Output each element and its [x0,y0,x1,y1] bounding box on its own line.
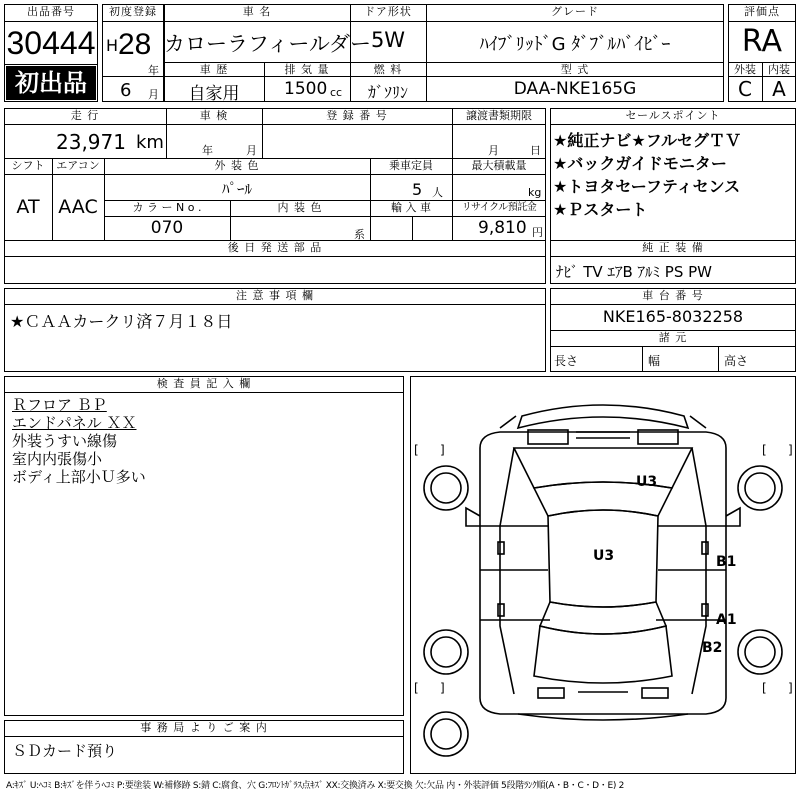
interior-color-label: 内 装 色 [277,201,323,214]
inspector-line: 外装うすい線傷 [12,432,118,450]
bracket-open: [ [414,443,419,457]
displacement: 1500 [284,79,328,99]
inspection-label: 車 検 [199,109,229,122]
sales-point-item: ★トヨタセーフティセンス [553,177,741,196]
aircon: AAC [58,196,98,218]
sales-points-label: セールスポイント [625,109,721,122]
max-load-label: 最大積載量 [471,159,527,172]
bracket-open: [ [414,681,419,695]
aircon-label: エアコン [56,159,100,172]
mileage: 23,971 [56,130,126,154]
rating-value: RA [741,24,783,59]
notes-value: ★ＣＡＡカークリ済７月１８日 [10,312,233,331]
fuel: ｶﾞｿﾘﾝ [367,83,408,102]
chassis-number: NKE165-8032258 [602,307,744,326]
registration-number-label: 登 録 番 号 [326,109,388,122]
sales-point-item: ★バックガイドモニター [553,154,727,173]
mileage-unit: km [136,132,164,153]
history: 自家用 [188,84,240,104]
dimensions-label: 諸 元 [658,331,688,344]
interior-grade: A [772,77,786,101]
capacity: 5 [412,180,423,199]
car-name: カローラフィールダー [164,32,372,56]
office-label: 事 務 局 よ り ご 案 内 [140,721,268,734]
inspector-label: 検 査 員 記 入 欄 [156,377,252,390]
car-name-label: 車 名 [242,5,272,18]
lot-number: 30444 [6,25,96,61]
inspector-line: ボディ上部小Ｕ多い [12,468,146,486]
interior-color-suffix: 系 [354,228,365,241]
grade: ﾊｲﾌﾞﾘｯﾄﾞG ﾀﾞﾌﾞﾙﾊﾞｲﾋﾞｰ [479,34,671,55]
damage-mark: B1 [716,554,737,570]
era: H [106,36,119,55]
shift-label: シフト [11,159,45,172]
transfer-deadline-label: 譲渡書類期限 [466,109,532,122]
width-label: 幅 [648,354,661,368]
first-registration-label: 初度登録 [109,5,157,18]
chassis-label: 車 台 番 号 [642,289,704,302]
bracket-close: ] [440,443,445,457]
registration-year: 28 [118,28,152,61]
inspector-line: Ｒフロア ＢＰ [12,396,107,414]
sales-point-item: ★純正ナビ★フルセグＴＶ [553,131,742,150]
bracket-close: ] [788,443,793,457]
transfer-day-unit: 日 [530,144,541,157]
fuel-label: 燃 料 [373,63,403,76]
displacement-unit: cc [330,86,343,99]
damage-mark: U3 [636,474,658,490]
color-number: 070 [150,218,184,238]
bracket-open: [ [762,443,767,457]
color-number-label: カ ラ ー N o . [132,201,202,214]
lot-number-label: 出品番号 [27,5,75,18]
exterior-grade: C [738,77,752,101]
exterior-color-label: 外 装 色 [214,159,260,172]
inspector-line: エンドパネル ＸＸ [12,414,137,432]
notes-label: 注 意 事 項 欄 [236,289,314,302]
car-diagram [410,376,796,774]
bracket-close: ] [440,681,445,695]
recycle-fee: 9,810 [478,218,527,238]
capacity-label: 乗車定員 [389,159,433,172]
length-label: 長さ [554,354,579,368]
shift: AT [16,196,40,218]
damage-mark: U3 [593,548,615,564]
door-label: ドア形状 [364,5,412,18]
max-load-unit: kg [528,186,542,199]
mileage-label: 走 行 [70,109,100,122]
inspector-line: 室内内張傷小 [12,450,103,468]
recycle-fee-unit: 円 [532,226,543,239]
history-label: 車 歴 [199,63,229,76]
displacement-label: 排 気 量 [284,63,330,76]
office-value: ＳＤカード預り [12,742,118,760]
capacity-unit: 人 [432,186,443,199]
damage-mark: B2 [702,640,723,656]
month-unit: 月 [148,88,159,101]
rating-label: 評価点 [744,5,780,18]
bracket-close: ] [788,681,793,695]
equipment-label: 純 正 装 備 [642,241,704,254]
exterior-color: ﾊﾟｰﾙ [221,180,252,198]
legend: A:ｷｽﾞ U:ﾍｺﾐ B:ｷｽﾞを伴うﾍｺﾐ P:要塗装 W:補修跡 S:錆 C:腐食、穴 G:ﾌﾛﾝﾄｶﾞﾗｽ点ｷｽﾞ XX:交換済み X:要交換 欠:欠品 内・外装評価 5段階ﾗﾝｸ順(A・B・C・D・E) 2 [6,781,625,791]
exterior-grade-label: 外装 [734,63,756,76]
year-unit: 年 [148,64,159,77]
first-listing-text: 初出品 [15,69,87,97]
transfer-month-unit: 月 [488,144,499,157]
inspection-year-unit: 年 [202,144,213,157]
door-type: 5W [370,28,406,52]
model-code: DAA-NKE165G [513,79,637,99]
grade-label: グレード [551,5,599,18]
model-label: 型 式 [560,63,590,76]
height-label: 高さ [724,354,749,368]
sales-point-item: ★Ｐスタート [553,200,648,219]
import-label: 輸 入 車 [391,201,431,214]
later-parts-label: 後 日 発 送 部 品 [227,241,323,254]
registration-month: 6 [120,80,132,101]
interior-grade-label: 内装 [768,63,790,76]
bracket-open: [ [762,681,767,695]
recycle-fee-label: リサイクル預託金 [461,202,537,213]
inspection-month-unit: 月 [246,144,257,157]
damage-mark: A1 [716,612,737,628]
equipment-value: ﾅﾋﾞ TV ｴｱB ｱﾙﾐ PS PW [556,263,712,281]
